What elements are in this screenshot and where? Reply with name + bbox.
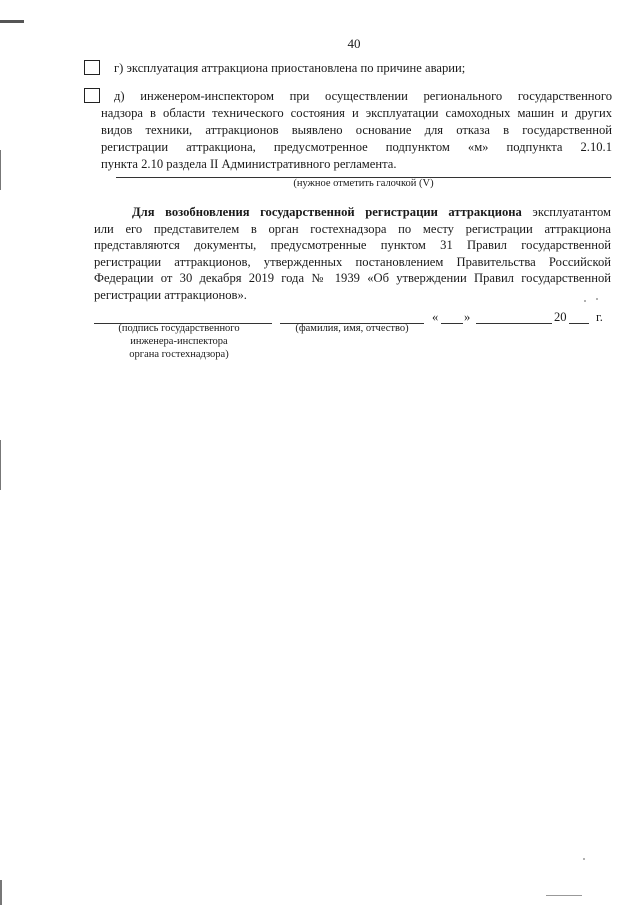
- checkbox-d[interactable]: [84, 88, 100, 103]
- option-d-text: [101, 88, 612, 173]
- scan-edge-mark: [0, 880, 2, 905]
- option-d-line: д) инженером-инспектором при осуществлении регионального государственного: [114, 89, 612, 103]
- day-field[interactable]: [441, 323, 463, 324]
- paragraph-line: Федерации от 30 декабря 2019 года № 1939 «Об утверждении Правил государственной: [94, 271, 611, 286]
- option-g: [84, 60, 612, 78]
- scan-speck: [583, 858, 585, 860]
- caption-signature: (подпись государственного инженера-инспектора органа гостехнадзора): [118, 323, 240, 360]
- year-prefix: 20: [554, 310, 567, 324]
- option-d-line: надзора в области технического состояния и эксплуатации самоходных машин и других: [101, 106, 612, 120]
- caption-name: (фамилия, имя, отчество): [295, 323, 409, 334]
- year-field[interactable]: [569, 323, 589, 324]
- date-quote-close: »: [464, 310, 471, 324]
- paragraph-first-line-rest: эксплуатантом: [521, 205, 611, 219]
- scan-edge-mark: [0, 440, 1, 490]
- month-field[interactable]: [476, 323, 552, 324]
- option-d-line: пункта 2.10 раздела II Административного регламента.: [101, 157, 397, 171]
- scan-edge-mark: [0, 150, 1, 190]
- paragraph-line: или его представителем в орган гостехнадзора по месту регистрации аттракциона: [94, 221, 611, 236]
- checkbox-g[interactable]: [84, 60, 100, 75]
- resumption-paragraph: [94, 204, 611, 304]
- paragraph-line: представляются документы, предусмотренные пунктом 31 Правил государственной: [94, 238, 611, 253]
- scan-speck: [584, 300, 586, 302]
- scan-edge-mark: [0, 20, 24, 23]
- year-suffix: г.: [596, 310, 603, 324]
- hint-text: (нужное отметить галочкой (V): [293, 178, 434, 189]
- option-g-text: г) эксплуатация аттракциона приостановлена по причине аварии;: [114, 61, 466, 75]
- scan-speck: [596, 298, 598, 300]
- scan-speck: [546, 895, 582, 896]
- paragraph-line: регистрации аттракционов».: [94, 287, 247, 302]
- option-d-line: регистрации аттракциона, предусмотренное подпунктом «м» подпункта 2.10.1: [101, 140, 612, 154]
- option-d-line: видов техники, аттракционов выявлено основание для отказа в государственной: [101, 123, 612, 137]
- paragraph-first-line: [94, 204, 611, 221]
- page-number: 40: [347, 36, 361, 51]
- date-quote-open: «: [432, 310, 439, 324]
- paragraph-bold-lead: Для возобновления государственной регистрации аттракциона: [132, 205, 522, 219]
- option-d: [84, 88, 612, 171]
- paragraph-line: регистрации аттракционов, утвержденных постановлением Правительства Российской: [94, 254, 611, 269]
